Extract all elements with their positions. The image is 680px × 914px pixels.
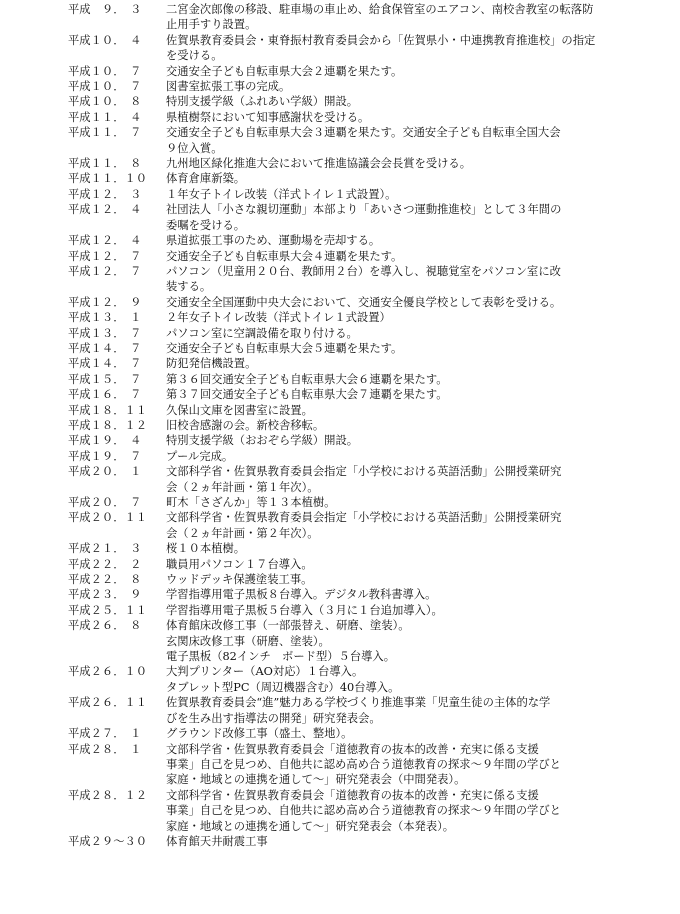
entry-description <box>166 326 664 341</box>
entry-date: 平成１６． ７ <box>68 388 142 402</box>
entry-description <box>166 387 664 402</box>
timeline-entry <box>68 233 668 248</box>
entry-description <box>166 202 664 233</box>
entry-date: 平成１２． ９ <box>68 295 142 309</box>
entry-text-line: びを生み出す指導法の開発」研究発表会。 <box>166 711 381 725</box>
entry-date: 平成１９． ４ <box>68 434 142 448</box>
timeline-entry <box>68 557 668 572</box>
entry-description <box>166 572 664 587</box>
entry-description <box>166 110 664 125</box>
entry-description <box>166 64 664 79</box>
entry-text-line: 事業」自己を見つめ、自他共に認め高め合う道徳教育の探求～９年間の学びと <box>166 804 561 818</box>
timeline-entry <box>68 372 668 387</box>
timeline-entry <box>68 418 668 433</box>
entry-text-line: 交通安全子ども自転車県大会２連覇を果たす。 <box>166 64 403 78</box>
entry-text-line: 体育館天井耐震工事 <box>166 834 268 848</box>
entry-date: 平成１０． ７ <box>68 64 142 78</box>
timeline-entry <box>68 125 668 156</box>
entry-text-line: 電子黒板（82インチ ボード型）５台導入。 <box>166 650 396 664</box>
entry-description <box>166 156 664 171</box>
entry-text-line: ウッドデッキ保護塗装工事。 <box>166 573 313 587</box>
entry-description <box>166 2 664 33</box>
entry-date: 平成２５．１１ <box>68 603 148 617</box>
timeline-entry <box>68 403 668 418</box>
entry-description <box>166 264 664 295</box>
entry-date: 平成２１． ３ <box>68 542 142 556</box>
entry-date: 平成１１． ７ <box>68 126 142 140</box>
entry-text-line: 図書室拡張工事の完成。 <box>166 80 291 94</box>
timeline-entry <box>68 94 668 109</box>
timeline-entry <box>68 742 668 788</box>
entry-date: 平成１０． ８ <box>68 95 142 109</box>
timeline-entry <box>68 326 668 341</box>
entry-text-line: 大判プリンター（AO対応）１台導入。 <box>166 665 364 679</box>
entry-description <box>166 603 664 618</box>
entry-text-line: 防犯発信機設置。 <box>166 357 257 371</box>
entry-description <box>166 834 664 849</box>
entry-text-line: 委嘱を受ける。 <box>166 218 246 232</box>
entry-text-line: 佐賀県教育委員会“進”魅力ある学校づくり推進事業「児童生徒の主体的な学 <box>166 696 551 710</box>
timeline-entry <box>68 464 668 495</box>
entry-description <box>166 94 664 109</box>
entry-date: 平成１２． ７ <box>68 249 142 263</box>
entry-date: 平成２０． １ <box>68 465 142 479</box>
entry-text-line: タブレット型PC（周辺機器含む）40台導入。 <box>166 680 400 694</box>
entry-text-line: 第３６回交通安全子ども自転車県大会６連覇を果たす。 <box>166 372 448 386</box>
entry-text-line: ９位入賞。 <box>166 141 223 155</box>
entry-date: 平成１１． ４ <box>68 110 142 124</box>
entry-text-line: ２年女子トイレ改装（洋式トイレ１式設置） <box>166 311 391 325</box>
entry-date: 平成２０．１１ <box>68 511 148 525</box>
entry-text-line: を受ける。 <box>166 49 223 63</box>
entry-description <box>166 233 664 248</box>
timeline-entry <box>68 433 668 448</box>
entry-description <box>166 310 664 325</box>
entry-description <box>166 418 664 433</box>
entry-text-line: 久保山文庫を図書室に設置。 <box>166 403 313 417</box>
entry-description <box>166 356 664 371</box>
entry-text-line: 事業」自己を見つめ、自他共に認め高め合う道徳教育の探求～９年間の学びと <box>166 757 561 771</box>
entry-description <box>166 249 664 264</box>
timeline-entry <box>68 726 668 741</box>
entry-description <box>166 587 664 602</box>
entry-text-line: 佐賀県教育委員会・東脊振村教育委員会から「佐賀県小・中連携教育推進校」の指定 <box>166 33 596 47</box>
entry-text-line: 交通安全子ども自転車県大会５連覇を果たす。 <box>166 341 403 355</box>
entry-description <box>166 341 664 356</box>
entry-text-line: 学習指導用電子黒板８台導入。デジタル教科書導入。 <box>166 588 437 602</box>
entry-description <box>166 510 664 541</box>
entry-date: 平成２３． ９ <box>68 588 142 602</box>
timeline-entry <box>68 664 668 695</box>
entry-description <box>166 125 664 156</box>
entry-text-line: 桜１０本植樹。 <box>166 542 246 556</box>
entry-description <box>166 295 664 310</box>
entry-description <box>166 33 664 64</box>
entry-description <box>166 726 664 741</box>
entry-text-line: 二宮金次郎像の移設、駐車場の車止め、給食保管室のエアコン、南校舎教室の転落防 <box>166 3 594 16</box>
entry-date: 平成１２． ４ <box>68 234 142 248</box>
entry-date: 平成１３． ７ <box>68 326 142 340</box>
timeline-entry <box>68 79 668 94</box>
timeline-entry <box>68 510 668 541</box>
entry-date: 平成１２． ７ <box>68 264 142 278</box>
entry-text-line: 交通安全全国運動中央大会において、交通安全優良学校として表彰を受ける。 <box>166 295 562 309</box>
entry-date: 平成２９～３０ <box>68 834 148 848</box>
entry-description <box>166 742 664 788</box>
entry-date: 平成１８．１１ <box>68 403 148 417</box>
entry-date: 平成２８．１２ <box>68 788 148 802</box>
entry-text-line: 文部科学省・佐賀県教育委員会指定「小学校における英語活動」公開授業研究 <box>166 511 562 525</box>
timeline-entry <box>68 295 668 310</box>
timeline-entry <box>68 449 668 464</box>
timeline-entry <box>68 572 668 587</box>
entry-text-line: 第３７回交通安全子ども自転車県大会７連覇を果たす。 <box>166 388 448 402</box>
timeline-entry <box>68 788 668 834</box>
entry-date: 平成２６． ８ <box>68 619 142 633</box>
entry-text-line: パソコン室に空調設備を取り付ける。 <box>166 326 358 340</box>
entry-text-line: 九州地区緑化推進大会において推進協議会会長賞を受ける。 <box>166 157 472 171</box>
entry-text-line: パソコン（児童用２０台、教師用２台）を導入し、視聴覚室をパソコン室に改 <box>166 264 561 278</box>
entry-text-line: 特別支援学級（ふれあい学級）開設。 <box>166 95 359 109</box>
timeline-entry <box>68 156 668 171</box>
entry-date: 平成２８． １ <box>68 742 142 756</box>
entry-text-line: グラウンド改修工事（盛土、整地）。 <box>166 727 353 741</box>
timeline-entry <box>68 64 668 79</box>
entry-text-line: 文部科学省・佐賀県教育委員会指定「小学校における英語活動」公開授業研究 <box>166 465 562 479</box>
entry-text-line: 県道拡張工事のため、運動場を売却する。 <box>166 234 381 248</box>
entry-date: 平成２６．１０ <box>68 665 148 679</box>
entry-date: 平成２２． ２ <box>68 557 142 571</box>
entry-text-line: 装する。 <box>166 280 212 294</box>
timeline-entry <box>68 695 668 726</box>
entry-text-line: 交通安全子ども自転車県大会３連覇を果たす。交通安全子ども自転車全国大会 <box>166 126 561 140</box>
entry-description <box>166 464 664 495</box>
entry-date: 平成１１．１０ <box>68 172 148 186</box>
timeline-entry <box>68 541 668 556</box>
history-timeline <box>68 2 668 849</box>
entry-text-line: 県植樹祭において知事感謝状を受ける。 <box>166 110 370 124</box>
entry-date: 平成 ９． ３ <box>68 3 142 16</box>
entry-description <box>166 79 664 94</box>
entry-description <box>166 372 664 387</box>
entry-text-line: 学習指導用電子黒板５台導入（３月に１台追加導入）。 <box>166 603 443 617</box>
entry-description <box>166 171 664 186</box>
timeline-entry <box>68 495 668 510</box>
entry-description <box>166 695 664 726</box>
entry-text-line: 文部科学省・佐賀県教育委員会「道徳教育の抜本的改善・充実に係る支援 <box>166 742 539 756</box>
entry-text-line: プール完成。 <box>166 449 234 463</box>
timeline-entry <box>68 310 668 325</box>
timeline-entry <box>68 618 668 664</box>
entry-text-line: １年女子トイレ改装（洋式トイレ１式設置）。 <box>166 187 397 201</box>
timeline-entry <box>68 249 668 264</box>
entry-date: 平成２２． ８ <box>68 573 142 587</box>
entry-date: 平成１２． ４ <box>68 203 142 217</box>
timeline-entry <box>68 834 668 849</box>
timeline-entry <box>68 187 668 202</box>
entry-date: 平成１９． ７ <box>68 449 142 463</box>
timeline-entry <box>68 202 668 233</box>
entry-text-line: 玄関床改修工事（研磨、塗装）。 <box>166 634 330 648</box>
entry-date: 平成１０． ７ <box>68 80 142 94</box>
entry-text-line: 町木「さざんか」等１３本植樹。 <box>166 496 336 509</box>
entry-date: 平成１１． ８ <box>68 157 142 171</box>
timeline-entry <box>68 110 668 125</box>
entry-date: 平成１８．１２ <box>68 418 148 432</box>
entry-text-line: 職員用パソコン１７台導入。 <box>166 557 313 571</box>
entry-text-line: 体育倉庫新築。 <box>166 172 246 186</box>
entry-description <box>166 788 664 834</box>
entry-text-line: 家庭・地域との連携を通して～」研究発表会（本発表）。 <box>166 819 455 833</box>
entry-date: 平成１４． ７ <box>68 341 142 355</box>
entry-description <box>166 541 664 556</box>
timeline-entry <box>68 603 668 618</box>
timeline-entry <box>68 33 668 64</box>
timeline-entry <box>68 356 668 371</box>
entry-date: 平成２０． ７ <box>68 496 142 509</box>
entry-text-line: 会（２ヵ年計画・第１年次）。 <box>166 480 319 494</box>
entry-description <box>166 449 664 464</box>
entry-text-line: 止用手すり設置。 <box>166 18 257 32</box>
timeline-entry <box>68 2 668 33</box>
timeline-entry <box>68 587 668 602</box>
entry-date: 平成１０． ４ <box>68 33 142 47</box>
entry-date: 平成１３． １ <box>68 311 142 325</box>
entry-description <box>166 433 664 448</box>
entry-text-line: 旧校舎感謝の会。新校舎移転。 <box>166 418 325 432</box>
entry-date: 平成１５． ７ <box>68 372 142 386</box>
entry-text-line: 文部科学省・佐賀県教育委員会「道徳教育の抜本的改善・充実に係る支援 <box>166 788 539 802</box>
timeline-entry <box>68 387 668 402</box>
entry-date: 平成１４． ７ <box>68 357 142 371</box>
entry-text-line: 交通安全子ども自転車県大会４連覇を果たす。 <box>166 249 403 263</box>
entry-text-line: 体育館床改修工事（一部張替え、研磨、塗装）。 <box>166 619 410 633</box>
entry-description <box>166 664 664 695</box>
entry-description <box>166 403 664 418</box>
entry-text-line: 会（２ヵ年計画・第２年次）。 <box>166 526 319 540</box>
entry-date: 平成２６．１１ <box>68 696 148 710</box>
entry-description <box>166 557 664 572</box>
entry-description <box>166 187 664 202</box>
entry-description <box>166 618 664 664</box>
entry-date: 平成１２． ３ <box>68 187 142 201</box>
entry-text-line: 家庭・地域との連携を通して～」研究発表会（中間発表）。 <box>166 773 466 787</box>
entry-description <box>166 495 664 510</box>
timeline-entry <box>68 341 668 356</box>
entry-text-line: 特別支援学級（おおぞら学級）開設。 <box>166 434 359 448</box>
entry-date: 平成２７． １ <box>68 727 142 741</box>
timeline-entry <box>68 171 668 186</box>
entry-text-line: 社団法人「小さな親切運動」本部より「あいさつ運動推進校」として３年間の <box>166 203 562 217</box>
timeline-entry <box>68 264 668 295</box>
